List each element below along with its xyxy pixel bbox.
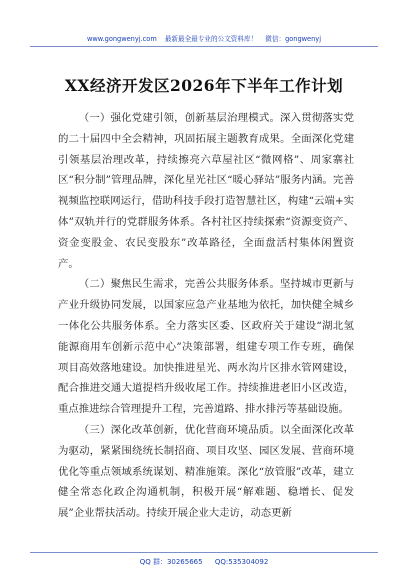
site-url-link[interactable]: www.gongwenyj.com: [86, 35, 157, 43]
paragraph-business-environment: （三）深化改革创新，优化营商环境品质。以全面深化改革为驱动，紧紧围绕统长制招商、项目攻坚、园区发展、营商环境优化等重点领域系统谋划、精准施策。深化“放管服”改革，建立健全常态化政企沟通机制，积极开展“解难题、稳增长、促发展”企业帮扶活动。持续开展企业大走访，动态更新: [58, 423, 354, 520]
site-header: [0, 33, 408, 43]
document-title: XX经济开发区2026年下半年工作计划: [64, 76, 344, 95]
paragraph-public-services: （二）聚焦民生需求，完善公共服务体系。坚持城市更新与产业升级协同发展，以国家应急产业基地为依托，加快健全城乡一体化公共服务体系。全力落实区委、区政府关于建设“湖北氢能源商用车创新示范中心”决策部署，组建专项工作专班，确保项目高效落地建设。加快推进星光、两水沟片区排水管网建设，配合推进交通大道提档升级收尾工作。持续推进老旧小区改造，重点推进综合管理提升工程，完善道路、排水排污等基础设施。: [58, 278, 354, 416]
wechat-contact: 微信：gongwenyj: [265, 35, 322, 43]
footer-divider: [30, 552, 378, 553]
document-body: [58, 108, 354, 524]
site-footer: [0, 557, 408, 567]
qq-group-contact: QQ 群：30265665: [139, 558, 203, 566]
site-slogan: 最新最全最专业的公文资料库！: [164, 35, 258, 43]
paragraph-party-building: （一）强化党建引领，创新基层治理模式。深入贯彻落实党的二十届四中全会精神，巩固拓展主题教育成果。全面深化党建引领基层治理改革，持续擦亮六草屋社区“微网格”、周家寨社区“积分制”管理品牌，深化星光社区“暖心驿站”服务内涵。完善视频监控联网运行，借助科技手段打造智慧社区，构建“云端+实体”双轨并行的党群服务体系。各村社区持续探索“资源变资产、资金变股金、农民变股东”改革路径，全面盘活村集体闲置资产。: [58, 112, 354, 270]
qq-contact: QQ:535304092: [214, 558, 269, 566]
header-divider: [30, 46, 378, 47]
